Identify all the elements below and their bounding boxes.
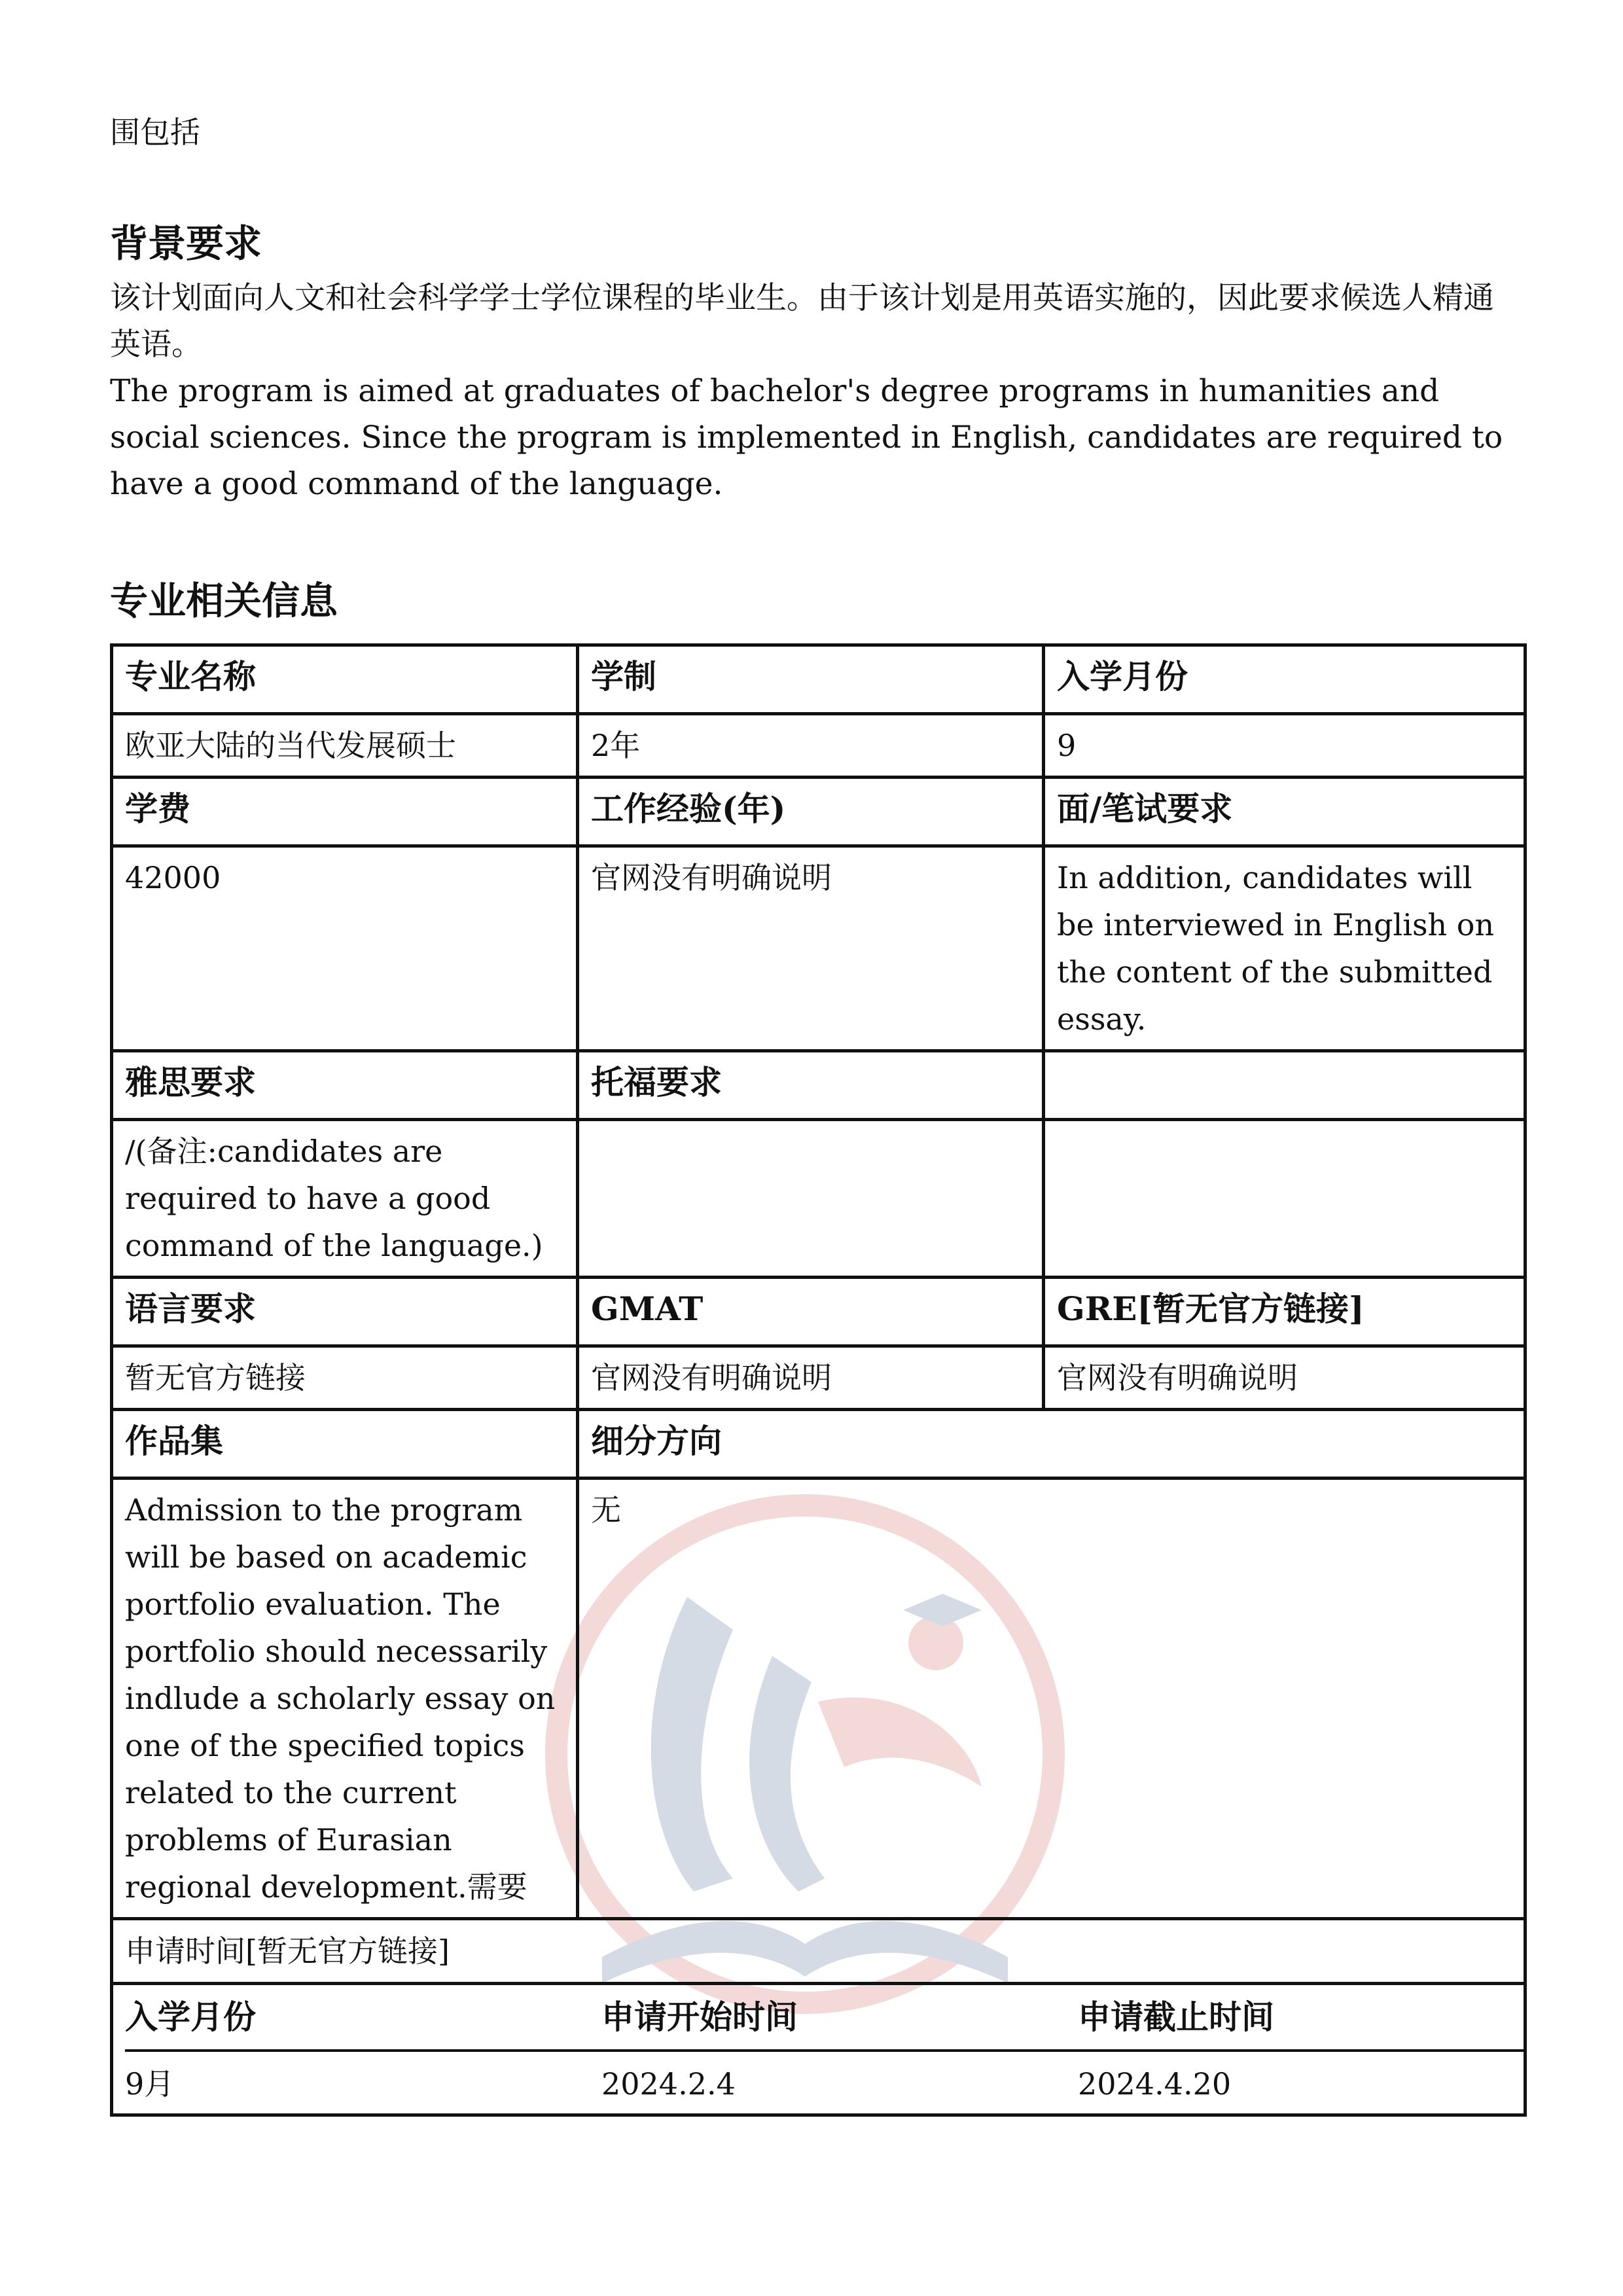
value-cell	[578, 1120, 1044, 1278]
table-row	[112, 1479, 1525, 1919]
header-cell: GRE[暂无官方链接]	[1044, 1278, 1525, 1346]
table-header-row	[112, 1051, 1525, 1120]
table-header-row	[112, 1278, 1525, 1346]
portfolio-value: Admission to the program will be based on academic portfolio evaluation. The portfolio should necessarily indlude a scholarly essay on one of the specified topics related to the current problems of Eurasian regional development.需要	[112, 1479, 578, 1919]
application-header: 申请截止时间	[1078, 1985, 1525, 2052]
application-row	[112, 1919, 1525, 2115]
header-cell: 学费	[112, 778, 578, 846]
value-cell: 42000	[112, 846, 578, 1051]
value-cell	[1044, 1120, 1525, 1278]
application-value: 2024.4.20	[1078, 2066, 1232, 2102]
background-heading: 背景要求	[110, 221, 262, 266]
table-row	[112, 846, 1525, 1051]
value-cell: 官网没有明确说明	[578, 1346, 1044, 1410]
application-section	[112, 1919, 1525, 2115]
background-text-cn: 该计划面向人文和社会科学学士学位课程的毕业生。由于该计划是用英语实施的，因此要求候选人精通英语。	[110, 280, 1494, 363]
application-header: 入学月份	[125, 1985, 601, 2052]
table-row	[112, 714, 1525, 778]
header-cell	[1044, 1051, 1525, 1120]
program-heading: 专业相关信息	[110, 579, 338, 623]
header-cell: 语言要求	[112, 1278, 578, 1346]
table-header-row	[112, 645, 1525, 714]
header-cell: 面/笔试要求	[1044, 778, 1525, 846]
application-value: 2024.2.4	[601, 2066, 736, 2102]
value-cell: In addition, candidates will be interviewed in English on the content of the submitted essay.	[1044, 846, 1525, 1051]
header-cell: 托福要求	[578, 1051, 1044, 1120]
header-cell: 工作经验(年)	[578, 778, 1044, 846]
value-cell: 9	[1044, 714, 1525, 778]
application-grid	[113, 1985, 1524, 2113]
value-cell: 2年	[578, 714, 1044, 778]
value-cell: 欧亚大陆的当代发展硕士	[112, 714, 578, 778]
background-paragraph	[110, 275, 1524, 507]
value-cell: 暂无官方链接	[112, 1346, 578, 1410]
application-value: 9月	[125, 2066, 175, 2102]
program-info-table	[110, 643, 1527, 2117]
value-cell: /(备注:candidates are required to have a good command of the language.)	[112, 1120, 578, 1278]
table-header-row	[112, 1410, 1525, 1479]
header-cell: 学制	[578, 645, 1044, 714]
application-header: 申请开始时间	[601, 1985, 1078, 2052]
header-cell: 入学月份	[1044, 645, 1525, 714]
background-text-en: The program is aimed at graduates of bachelor's degree programs in humanities and social sciences. Since the program is implemented in English, candidates are required to have a good command of the language.	[110, 373, 1503, 502]
table-row	[112, 1346, 1525, 1410]
value-cell: 官网没有明确说明	[578, 846, 1044, 1051]
direction-header: 细分方向	[578, 1410, 1525, 1479]
table-row	[112, 1120, 1525, 1278]
direction-value: 无	[578, 1479, 1525, 1919]
header-cell: 雅思要求	[112, 1051, 578, 1120]
portfolio-header: 作品集	[112, 1410, 578, 1479]
application-title: 申请时间[暂无官方链接]	[113, 1920, 1524, 1985]
header-cell: 专业名称	[112, 645, 578, 714]
text-fragment: 围包括	[110, 115, 200, 150]
header-cell: GMAT	[578, 1278, 1044, 1346]
table-header-row	[112, 778, 1525, 846]
value-cell: 官网没有明确说明	[1044, 1346, 1525, 1410]
